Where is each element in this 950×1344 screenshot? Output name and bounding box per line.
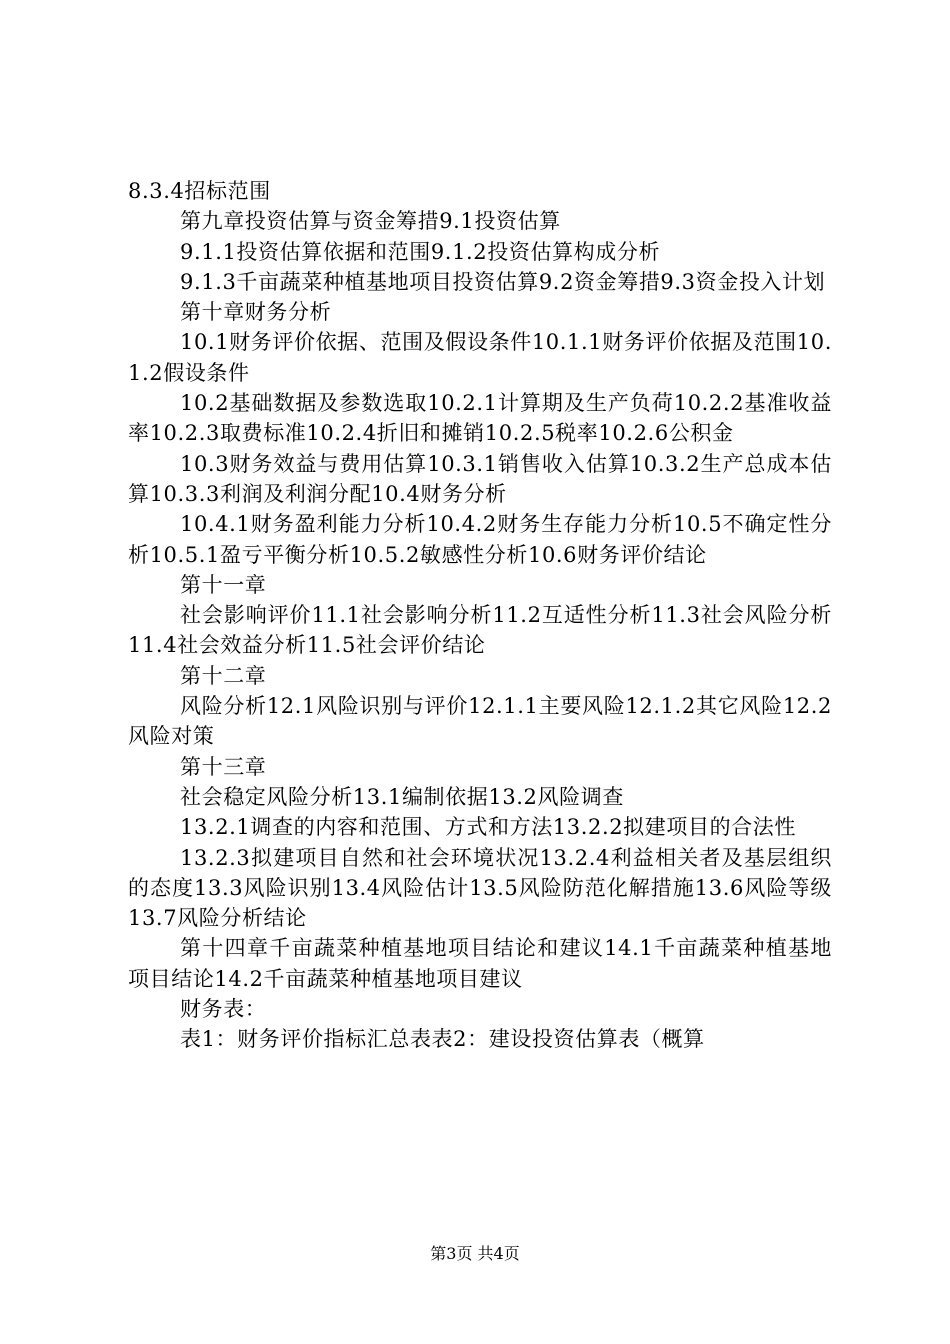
paragraph: 社会稳定风险分析13.1编制依据13.2风险调查 [180, 784, 624, 809]
paragraph: 9.1.3千亩蔬菜种植基地项目投资估算9.2资金筹措9.3资金投入计划 [180, 269, 826, 294]
paragraph: 第九章投资估算与资金筹措9.1投资估算 [180, 209, 561, 234]
paragraph: 第十一章 [180, 572, 267, 597]
paragraph: 13.2.1调查的内容和范围、方式和方法13.2.2拟建项目的合法性 [180, 815, 796, 840]
paragraph: 风险分析12.1风险识别与评价12.1.1主要风险12.1.2其它风险12.2风险对策 [128, 694, 832, 749]
paragraph: 财务表： [180, 997, 267, 1022]
page-number-label: 第3页 共4页 [430, 1244, 520, 1263]
paragraph: 10.3财务效益与费用估算10.3.1销售收入估算10.3.2生产总成本估算10.3.3利润及利润分配10.4财务分析 [128, 451, 832, 506]
paragraph: 表1：财务评价指标汇总表表2：建设投资估算表（概算 [180, 1027, 705, 1052]
paragraph: 第十四章千亩蔬菜种植基地项目结论和建议14.1千亩蔬菜种植基地项目结论14.2千亩蔬菜种植基地项目建议 [128, 936, 832, 991]
paragraph: 社会影响评价11.1社会影响分析11.2互适性分析11.3社会风险分析11.4社会效益分析11.5社会评价结论 [128, 603, 832, 658]
paragraph: 8.3.4招标范围 [128, 179, 271, 203]
paragraph: 第十章财务分析 [180, 300, 332, 325]
paragraph: 第十二章 [180, 663, 267, 688]
paragraph: 13.2.3拟建项目自然和社会环境状况13.2.4利益相关者及基层组织的态度13.3风险识别13.4风险估计13.5风险防范化解措施13.6风险等级13.7风险分析结论 [128, 845, 832, 931]
page-footer [0, 1244, 950, 1264]
paragraph: 9.1.1投资估算依据和范围9.1.2投资估算构成分析 [180, 239, 661, 264]
paragraph: 10.4.1财务盈利能力分析10.4.2财务生存能力分析10.5不确定性分析10.5.1盈亏平衡分析10.5.2敏感性分析10.6财务评价结论 [128, 512, 832, 567]
paragraph: 10.1财务评价依据、范围及假设条件10.1.1财务评价依据及范围10.1.2假设条件 [128, 330, 832, 385]
paragraph: 10.2基础数据及参数选取10.2.1计算期及生产负荷10.2.2基准收益率10.2.3取费标准10.2.4折旧和摊销10.2.5税率10.2.6公积金 [128, 391, 832, 446]
paragraph: 第十三章 [180, 754, 267, 779]
document-body [128, 176, 832, 1055]
